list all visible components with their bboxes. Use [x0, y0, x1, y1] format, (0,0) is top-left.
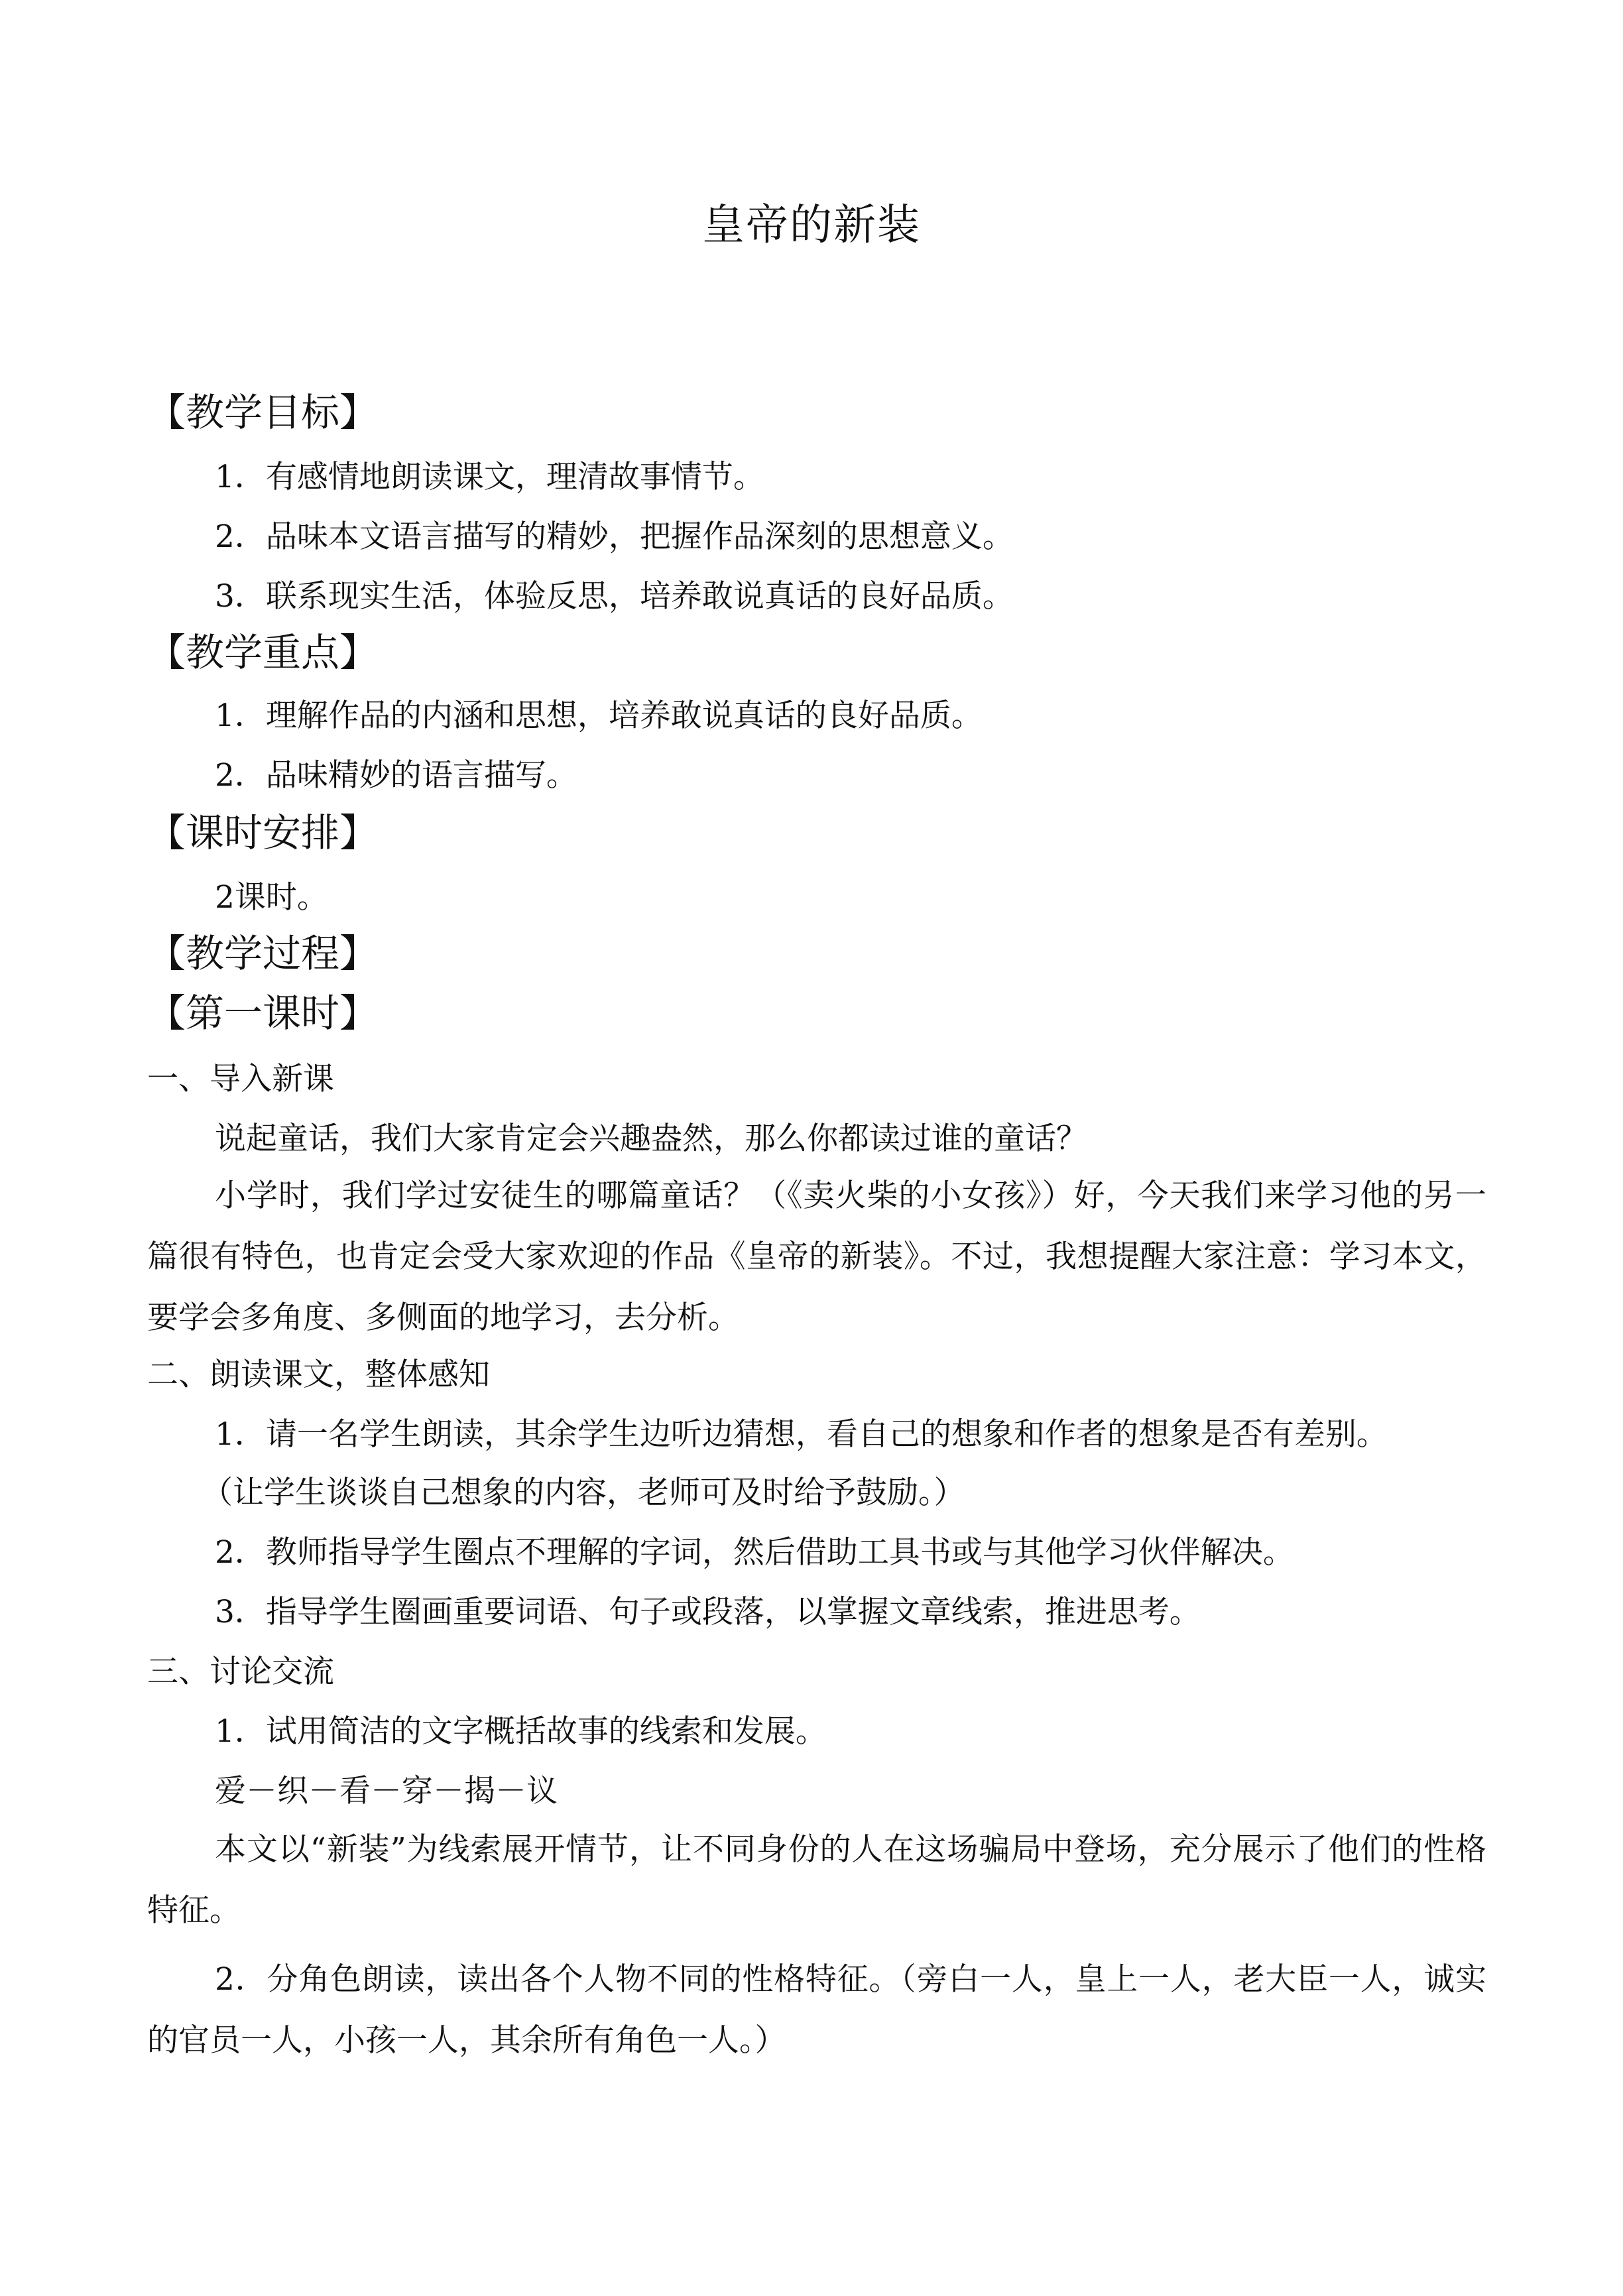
key-point-item-1: 1．理解作品的内涵和思想，培养敢说真话的良好品质。: [215, 697, 983, 734]
objective-item-1: 1．有感情地朗读课文，理清故事情节。: [215, 459, 764, 495]
reading-item-1-note: （让学生谈谈自己想象的内容，老师可及时给予鼓励。）: [202, 1475, 965, 1511]
schedule-text: 2课时。: [215, 879, 328, 916]
reading-item-2: 2．教师指导学生圈点不理解的字词，然后借助工具书或与其他学习伙伴解决。: [215, 1534, 1294, 1571]
key-point-item-2: 2．品味精妙的语言描写。: [215, 757, 577, 794]
intro-paragraph-1: 说起童话，我们大家肯定会兴趣盎然，那么你都读过谁的童话？: [215, 1120, 1087, 1157]
heading-key-points: 【教学重点】: [147, 630, 379, 675]
heading-process: 【教学过程】: [147, 931, 379, 976]
section-discussion-title: 三、讨论交流: [147, 1654, 334, 1690]
reading-item-3: 3．指导学生圈画重要词语、句子或段落，以掌握文章线索，推进思考。: [215, 1594, 1201, 1630]
discussion-paragraph-1: 本文以“新装”为线索展开情节，让不同身份的人在这场骗局中登场，充分展示了他们的性格特征。: [147, 1831, 1486, 1929]
objective-item-3: 3．联系现实生活，体验反思，培养敢说真话的良好品质。: [215, 578, 1014, 615]
intro-paragraph-2: 小学时，我们学过安徒生的哪篇童话？（《卖火柴的小女孩》）好，今天我们来学习他的另一篇很有特色，也肯定会受大家欢迎的作品《皇帝的新装》。不过，我想提醒大家注意：学习本文，要学会多角度、多侧面的地学习，去分析。: [147, 1178, 1486, 1336]
discussion-chain: 爱－织－看－穿－揭－议: [215, 1773, 558, 1809]
section-reading-title: 二、朗读课文，整体感知: [147, 1357, 490, 1393]
document-title: 皇帝的新装: [702, 201, 921, 250]
heading-objectives: 【教学目标】: [147, 390, 379, 435]
heading-first-lesson: 【第一课时】: [147, 991, 379, 1036]
reading-item-1: 1．请一名学生朗读，其余学生边听边猜想，看自己的想象和作者的想象是否有差别。: [215, 1416, 1388, 1453]
heading-schedule: 【课时安排】: [147, 810, 379, 855]
discussion-item-1: 1．试用简洁的文字概括故事的线索和发展。: [215, 1713, 827, 1750]
objective-item-2: 2．品味本文语言描写的精妙，把握作品深刻的思想意义。: [215, 518, 1014, 555]
discussion-item-2: 2．分角色朗读，读出各个人物不同的性格特征。（旁白一人，皇上一人，老大臣一人，诚实的官员一人，小孩一人，其余所有角色一人。）: [147, 1961, 1486, 2059]
section-intro-title: 一、导入新课: [147, 1061, 334, 1097]
